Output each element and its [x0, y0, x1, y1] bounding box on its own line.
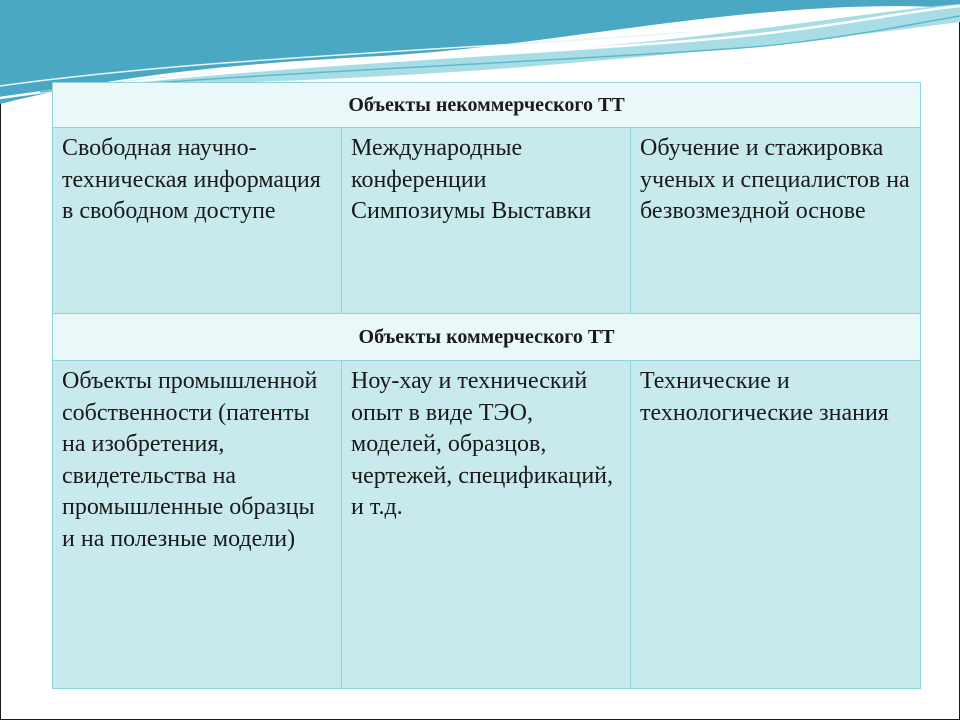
noncommercial-heading: Объекты некоммерческого ТТ — [53, 83, 921, 128]
commercial-cell-2: Ноу-хау и технический опыт в виде ТЭО, моделей, образцов, чертежей, спецификаций, и т.д. — [342, 361, 631, 689]
commercial-cell-1: Объекты промышленной собственности (патенты на изобретения, свидетельства на промышленные образцы и на полезные модели) — [53, 361, 342, 689]
noncommercial-cell-1: Свободная научно-техническая информация в свободном доступе — [53, 128, 342, 314]
commercial-cell-3: Технические и технологические знания — [631, 361, 921, 689]
objects-table-container — [52, 82, 920, 688]
noncommercial-heading-row — [53, 83, 921, 128]
noncommercial-cell-2: Международные конференции Симпозиумы Выставки — [342, 128, 631, 314]
noncommercial-cell-3: Обучение и стажировка ученых и специалистов на безвозмездной основе — [631, 128, 921, 314]
commercial-heading-row — [53, 314, 921, 361]
commercial-row — [53, 361, 921, 689]
commercial-heading: Объекты коммерческого ТТ — [53, 314, 921, 361]
noncommercial-row — [53, 128, 921, 314]
objects-table — [52, 82, 921, 689]
